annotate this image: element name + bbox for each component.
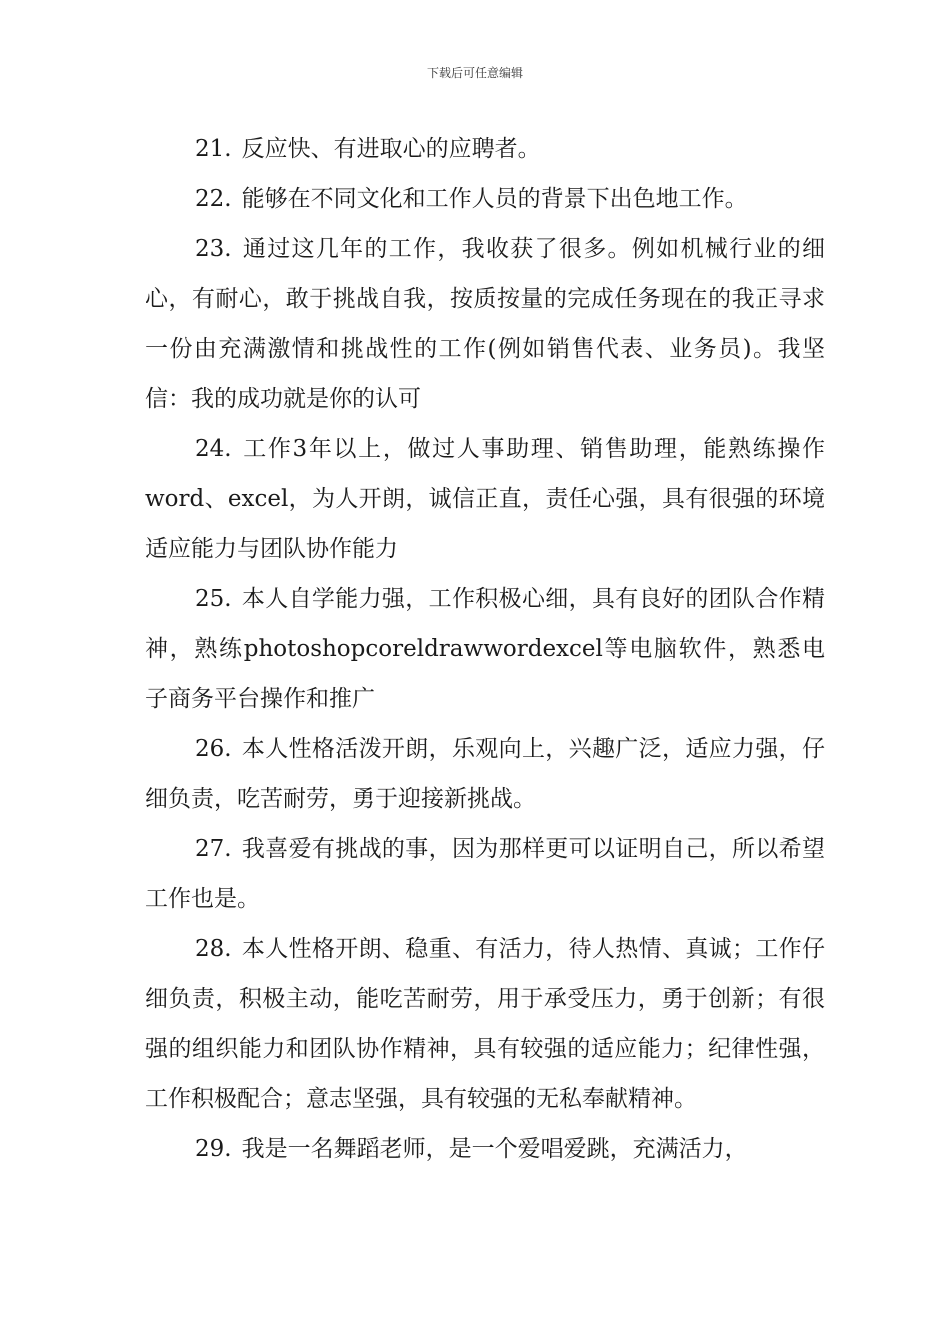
item-number: 28. xyxy=(195,936,232,962)
item-number: 22. xyxy=(195,186,232,212)
item-number: 24. xyxy=(195,436,232,462)
item-text: 通过这几年的工作，我收获了很多。例如机械行业的细心，有耐心，敢于挑战自我，按质按量的完成任务现在的我正寻求一份由充满激情和挑战性的工作(例如销售代表、业务员)。我坚信：我的成功就是你的认可 xyxy=(145,236,825,412)
item-text: 本人性格开朗、稳重、有活力，待人热情、真诚；工作仔细负责，积极主动，能吃苦耐劳，用于承受压力，勇于创新；有很强的组织能力和团队协作精神，具有较强的适应能力；纪律性强，工作积极配合；意志坚强，具有较强的无私奉献精神。 xyxy=(145,936,825,1112)
item-text: 反应快、有进取心的应聘者。 xyxy=(241,136,541,162)
item-number: 25. xyxy=(195,586,232,612)
paragraph-26 xyxy=(145,724,825,824)
item-text: 本人性格活泼开朗，乐观向上，兴趣广泛，适应力强，仔细负责，吃苦耐劳，勇于迎接新挑战。 xyxy=(145,736,825,812)
item-number: 21. xyxy=(195,136,232,162)
item-number: 29. xyxy=(195,1136,232,1162)
item-text: 能够在不同文化和工作人员的背景下出色地工作。 xyxy=(241,186,748,212)
item-text: 我喜爱有挑战的事，因为那样更可以证明自己，所以希望工作也是。 xyxy=(145,836,825,912)
item-text: 我是一名舞蹈老师，是一个爱唱爱跳，充满活力， xyxy=(241,1136,748,1162)
item-text: 工作3年以上，做过人事助理、销售助理，能熟练操作word、excel，为人开朗，诚信正直，责任心强，具有很强的环境适应能力与团队协作能力 xyxy=(145,436,825,562)
item-number: 26. xyxy=(195,736,232,762)
paragraph-28 xyxy=(145,924,825,1124)
item-number: 23. xyxy=(195,236,232,262)
document-body xyxy=(145,124,825,1174)
paragraph-23 xyxy=(145,224,825,424)
item-text: 本人自学能力强，工作积极心细，具有良好的团队合作精神，熟练photoshopcoreldrawwordexcel等电脑软件，熟悉电子商务平台操作和推广 xyxy=(145,586,825,712)
paragraph-24 xyxy=(145,424,825,574)
paragraph-29 xyxy=(145,1124,825,1174)
item-number: 27. xyxy=(195,836,232,862)
page-header: 下载后可任意编辑 xyxy=(426,66,523,80)
paragraph-22 xyxy=(145,174,825,224)
paragraph-27 xyxy=(145,824,825,924)
paragraph-25 xyxy=(145,574,825,724)
paragraph-21 xyxy=(145,124,825,174)
